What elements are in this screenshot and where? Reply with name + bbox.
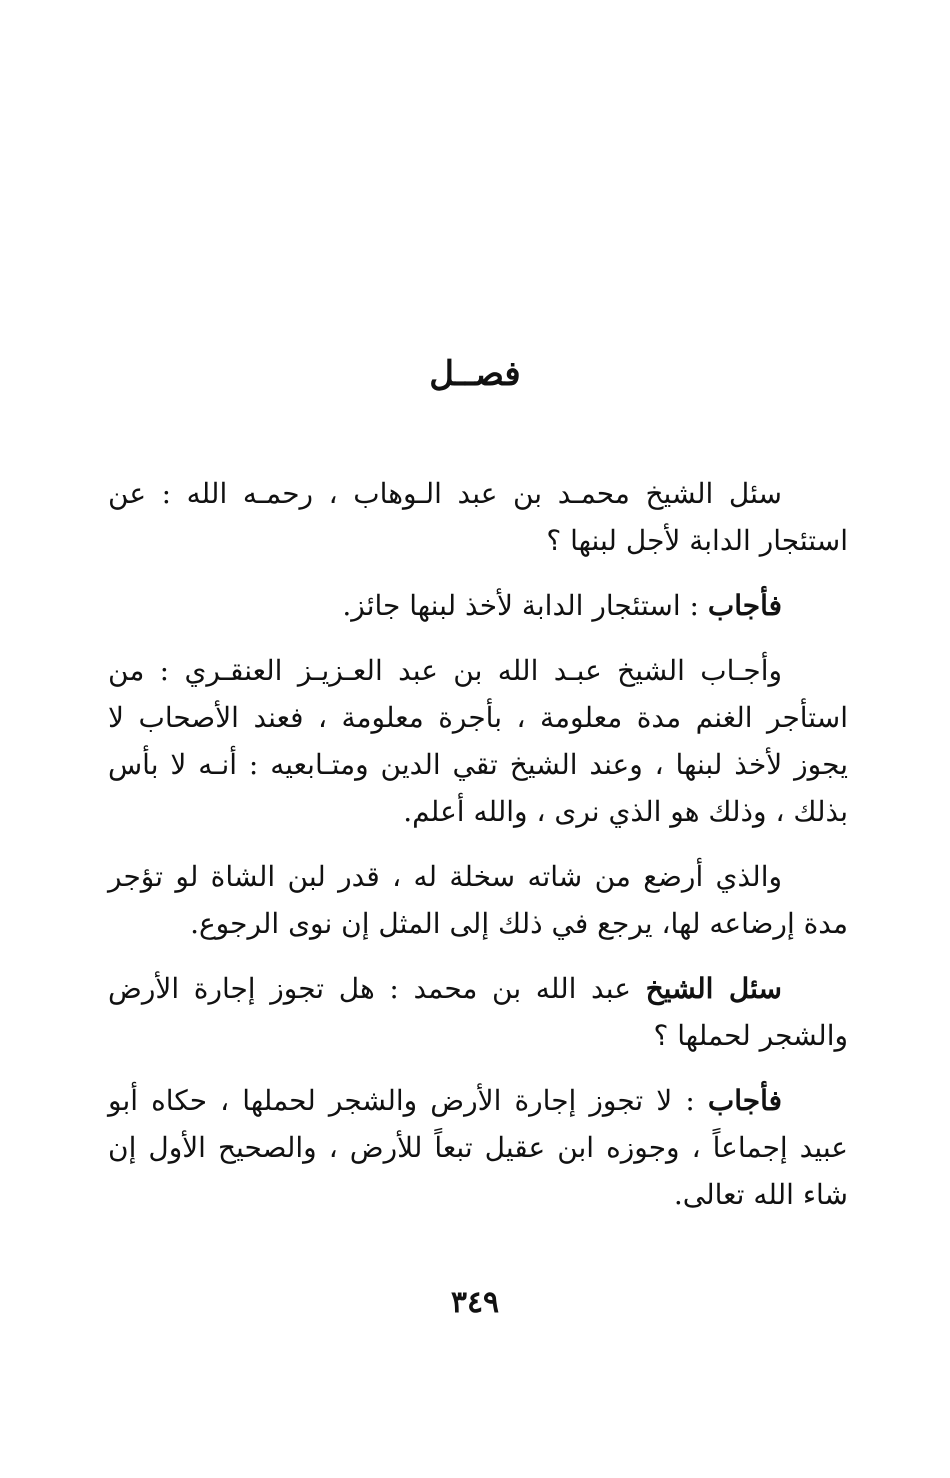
paragraph-question-2 (108, 965, 848, 1059)
page-number: ٣٤٩ (450, 1285, 500, 1320)
paragraph-answer-2 (108, 647, 848, 835)
paragraph-lead: فأجاب (707, 589, 782, 622)
paragraph-note (108, 853, 848, 947)
paragraph-answer-3 (108, 1077, 848, 1218)
paragraph-text: وأجـاب الشيخ عبـد الله بن عبد العـزيـز العنقـري : من استأجر الغنم مدة معلومة ، بأجرة معلومة ، فعند الأصحاب لا يجوز لأخذ لبنها ، وعند الشيخ تقي الدين ومتـابعيه : أنـه لا بأس بذلك ، وذلك هو الذي نرى ، والله أعلم. (108, 654, 848, 828)
paragraph-text: سئل الشيخ محمـد بن عبد الـوهاب ، رحمـه الله : عن استئجار الدابة لأجل لبنها ؟ (108, 477, 848, 557)
paragraph-lead: فأجاب (707, 1084, 783, 1117)
paragraph-text: : لا تجوز إجارة الأرض والشجر لحملها ، حكاه أبو عبيد إجماعاً ، وجوزه ابن عقيل تبعاً للأرض ، والصحيح الأول إن شاء الله تعالى. (108, 1084, 848, 1211)
paragraph-text: عبد الله بن محمد : هل تجوز إجارة الأرض والشجر لحملها ؟ (108, 972, 848, 1052)
paragraph-answer-1 (108, 582, 848, 629)
paragraph-text: والذي أرضع من شاته سخلة له ، قدر لبن الشاة لو تؤجر مدة إرضاعه لها، يرجع في ذلك إلى المثل إن نوى الرجوع. (108, 860, 848, 940)
paragraph-lead: سئل الشيخ (645, 972, 782, 1005)
paragraph-text: : استئجار الدابة لأخذ لبنها جائز. (342, 589, 699, 622)
section-heading: فصــل (429, 354, 521, 394)
body-text (108, 470, 848, 1236)
paragraph-question-1 (108, 470, 848, 564)
